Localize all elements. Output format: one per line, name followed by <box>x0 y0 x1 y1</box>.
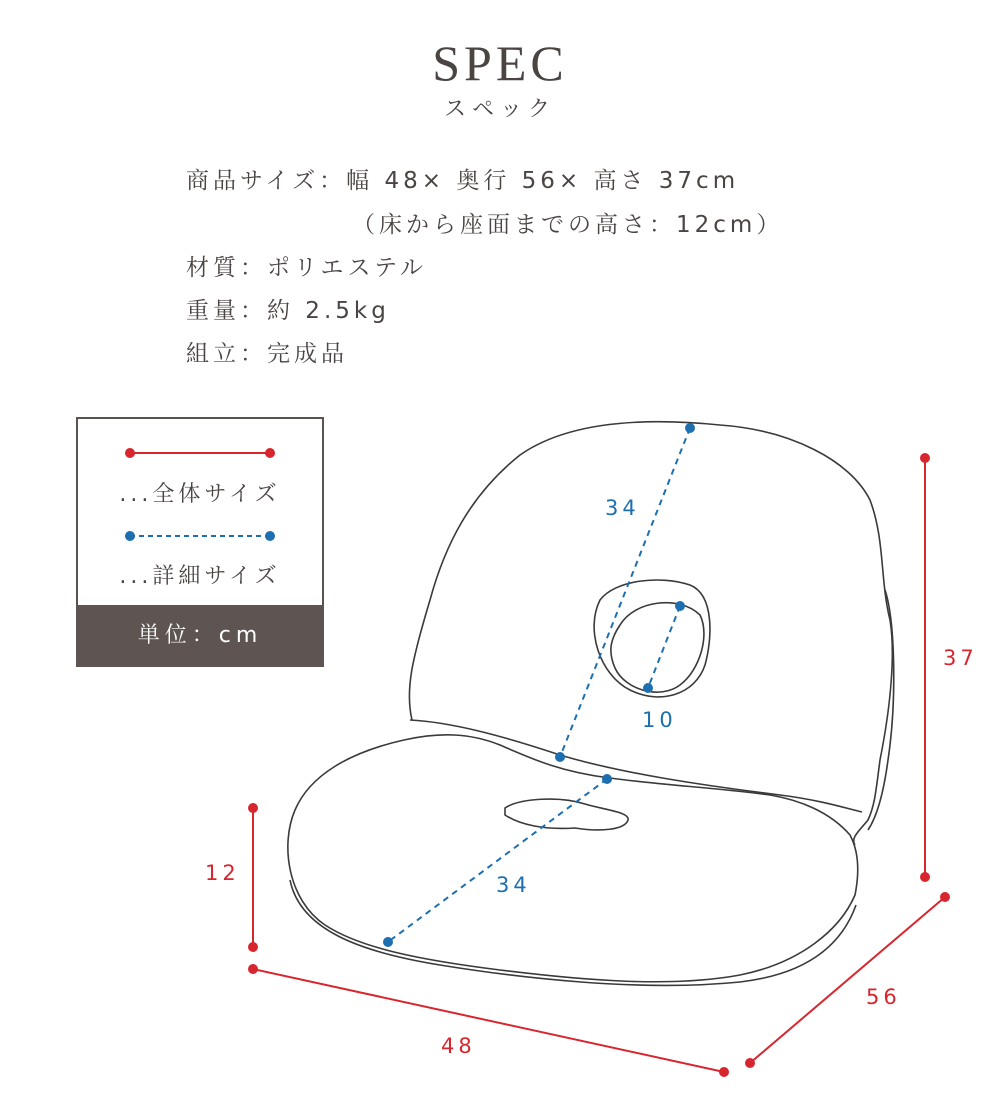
seat-height-top-dot <box>248 803 258 813</box>
total-height-label: 37 <box>943 646 978 670</box>
legend-detail-label: ...詳細サイズ <box>119 564 281 589</box>
width-right-dot <box>719 1067 729 1077</box>
legend-overall-label: ...全体サイズ <box>119 482 281 507</box>
page-subtitle: スペック <box>443 97 556 122</box>
spec-seat-height: （床から座面までの高さ：12cm） <box>352 212 784 238</box>
depth-bottom-dot <box>745 1058 755 1068</box>
hole-top-dot <box>675 601 685 611</box>
seat-back-fold <box>410 720 862 812</box>
seat-lower-edge <box>290 880 856 985</box>
spec-material: 材質：ポリエステル <box>186 255 427 281</box>
backrest-outline <box>409 422 892 845</box>
backrest-bottom-dot <box>555 752 565 762</box>
backrest-hole-inner <box>611 603 704 692</box>
width-line <box>253 969 724 1072</box>
width-label: 48 <box>441 1034 476 1058</box>
seat-hole <box>505 799 628 830</box>
hole-bottom-dot <box>643 683 653 693</box>
seat-outline <box>288 735 858 982</box>
seat-back-dot <box>602 774 612 784</box>
backrest-length-label: 34 <box>605 496 640 520</box>
backrest-side <box>868 590 894 830</box>
spec-assembly: 組立：完成品 <box>186 341 348 367</box>
page-title: SPEC <box>432 35 568 91</box>
seat-height-label: 12 <box>205 861 240 885</box>
seat-depth-line <box>388 779 607 942</box>
seat-front-dot <box>383 937 393 947</box>
hole-width-label: 10 <box>642 708 677 732</box>
spec-size: 商品サイズ：幅 48× 奥行 56× 高さ 37cm <box>186 168 740 194</box>
depth-top-dot <box>940 892 950 902</box>
height-bottom-dot <box>920 872 930 882</box>
hole-width-line <box>648 606 680 688</box>
depth-label: 56 <box>866 985 901 1009</box>
seat-height-bottom-dot <box>248 942 258 952</box>
backrest-top-dot <box>685 423 695 433</box>
width-left-dot <box>248 964 258 974</box>
spec-weight: 重量：約 2.5kg <box>186 298 390 324</box>
legend-unit-label: 単位：cm <box>76 605 324 667</box>
seat-depth-label: 34 <box>496 873 531 897</box>
height-top-dot <box>920 453 930 463</box>
